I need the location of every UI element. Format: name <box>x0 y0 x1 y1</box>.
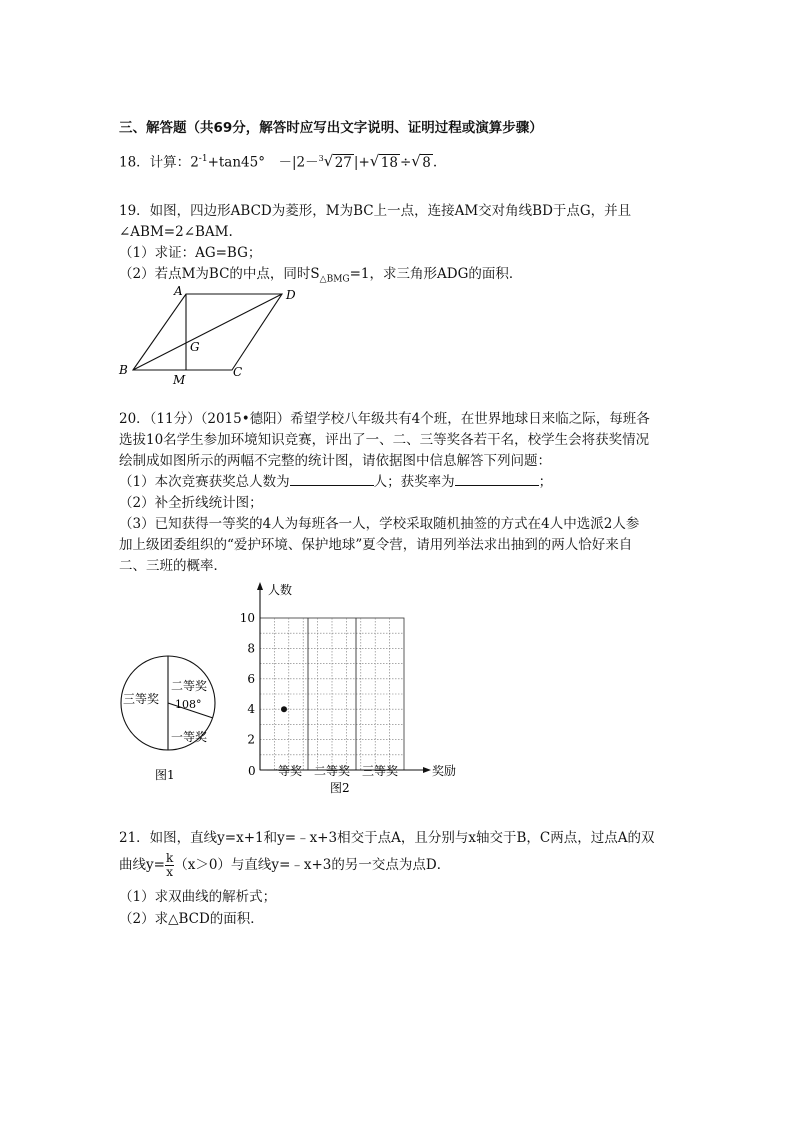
q20-part3-l2: 加上级团委组织的“爱护环境、保护地球”夏令营，请用列举法求出抽到的两人恰好来自 <box>119 537 633 553</box>
section-title: 三、解答题（共69分，解答时应写出文字说明、证明过程或演算步骤） <box>119 120 543 136</box>
pie-label-first: 一等奖 <box>171 730 208 744</box>
q18-term2: +tan45° －|2－ <box>207 154 319 171</box>
q20-part3-l3: 二、三班的概率． <box>119 558 227 574</box>
figure-1-caption: 图1 <box>155 768 175 782</box>
answer-blank-total[interactable] <box>290 473 374 486</box>
x-axis-label: 奖励 <box>432 764 457 778</box>
origin-label: 0 <box>248 764 256 778</box>
label-m: M <box>173 373 186 387</box>
pie-label-third: 三等奖 <box>123 692 160 706</box>
q21-part2: （2）求△BCD的面积． <box>119 911 264 927</box>
label-b: B <box>119 363 128 377</box>
q20-part3-l1: （3）已知获得一等奖的4人为每班各一人，学校采取随机抽签的方式在4人中选派2人参 <box>119 516 640 532</box>
q18-div: ÷ <box>399 154 412 171</box>
q21-line2-a: 曲线y= <box>119 857 165 873</box>
x-axis-arrow <box>423 767 431 773</box>
q18-number: 18．计算： <box>119 154 191 171</box>
q19-part2-a: （2）若点M为BC的中点，同时S <box>119 266 320 282</box>
q21-line1: 21．如图，直线y=x+1和y=﹣x+3相交于点A，且分别与x轴交于B，C两点，过点A的双 <box>119 830 655 846</box>
q18-cube-arg: 27 <box>334 154 352 171</box>
fraction-numerator: k <box>165 851 174 865</box>
label-d: D <box>286 288 296 302</box>
answer-blank-rate[interactable] <box>455 473 539 486</box>
y-axis-label: 人数 <box>268 583 293 597</box>
label-c: C <box>233 365 243 379</box>
y-tick-label: 6 <box>247 671 255 686</box>
y-axis-arrow <box>257 582 263 590</box>
fraction-denominator: x <box>166 865 173 879</box>
pie-label-second: 二等奖 <box>171 679 208 693</box>
data-point-1 <box>281 706 287 712</box>
q18-exponent: -1 <box>198 154 208 164</box>
q20-line3: 绘制成如图所示的两幅不完整的统计图，请依据图中信息解答下列问题： <box>119 453 551 469</box>
q21-part1: （1）求双曲线的解析式； <box>119 889 277 905</box>
chart-grid <box>260 618 404 770</box>
q20-part1-a: （1）本次竞赛获奖总人数为 <box>119 474 290 490</box>
x-category-label: 二等奖 <box>313 764 351 778</box>
y-tick-labels <box>240 611 256 747</box>
q19-part1: （1）求证：AG=BG； <box>119 245 262 261</box>
q19-part2-sub: △BMG <box>319 274 350 285</box>
q20-part1 <box>119 473 552 491</box>
y-tick-label: 4 <box>247 702 255 717</box>
x-tick-labels <box>266 763 398 778</box>
label-g: G <box>190 340 200 354</box>
q21-line2 <box>119 852 450 879</box>
q18-term3: |+ <box>353 154 370 171</box>
y-tick-label: 8 <box>247 641 255 656</box>
label-a: A <box>174 284 183 298</box>
y-tick-label: 10 <box>239 611 255 625</box>
q19-line1: 19．如图，四边形ABCD为菱形，M为BC上一点，连接AM交对角线BD于点G，并且 <box>119 203 632 219</box>
fraction-k-over-x <box>165 852 174 879</box>
y-tick-label: 2 <box>247 732 255 747</box>
q18-sqrt2-arg: 8 <box>422 154 431 171</box>
q21-line2-b: （x＞0）与直线y=﹣x+3的另一交点为点D． <box>174 857 451 873</box>
q18-sqrt-1: √ 18 <box>369 151 398 171</box>
q18-cube-index: 3 <box>318 154 324 163</box>
q18-cube-root: √ 27 <box>323 151 352 171</box>
q19-line2: ∠ABM=2∠BAM. <box>119 224 233 240</box>
q19-part2-b: =1，求三角形ADG的面积． <box>349 266 523 282</box>
q18-end: . <box>432 154 438 171</box>
q18-sqrt1-arg: 18 <box>380 154 398 171</box>
figure-2-caption: 图2 <box>330 781 350 795</box>
x-category-label: 一等奖 <box>265 764 303 778</box>
q20-part1-c: ； <box>538 474 553 490</box>
q18-sqrt-2: √ 8 <box>411 151 431 171</box>
x-category-label: 三等奖 <box>361 764 399 778</box>
question-18 <box>119 150 437 172</box>
pie-figure-1 <box>115 650 225 790</box>
pie-angle-label: 108° <box>175 698 202 711</box>
q20-part1-b: 人；获奖率为 <box>373 474 455 490</box>
q20-line1: 20．（11分）（2015•德阳）希望学校八年级共有4个班，在世界地球日来临之际，每班各 <box>119 411 650 427</box>
data-points <box>281 706 287 712</box>
rhombus-figure <box>110 283 310 388</box>
diagonal-bd <box>133 294 282 370</box>
q20-part2: （2）补全折线统计图； <box>119 495 263 511</box>
q18-base: 2 <box>190 154 199 171</box>
q20-line2: 选拔10名学生参加环境知识竞赛，评出了一、二、三等奖各若干名，校学生会将获奖情况 <box>119 432 650 448</box>
line-chart-figure-2 <box>230 578 470 798</box>
